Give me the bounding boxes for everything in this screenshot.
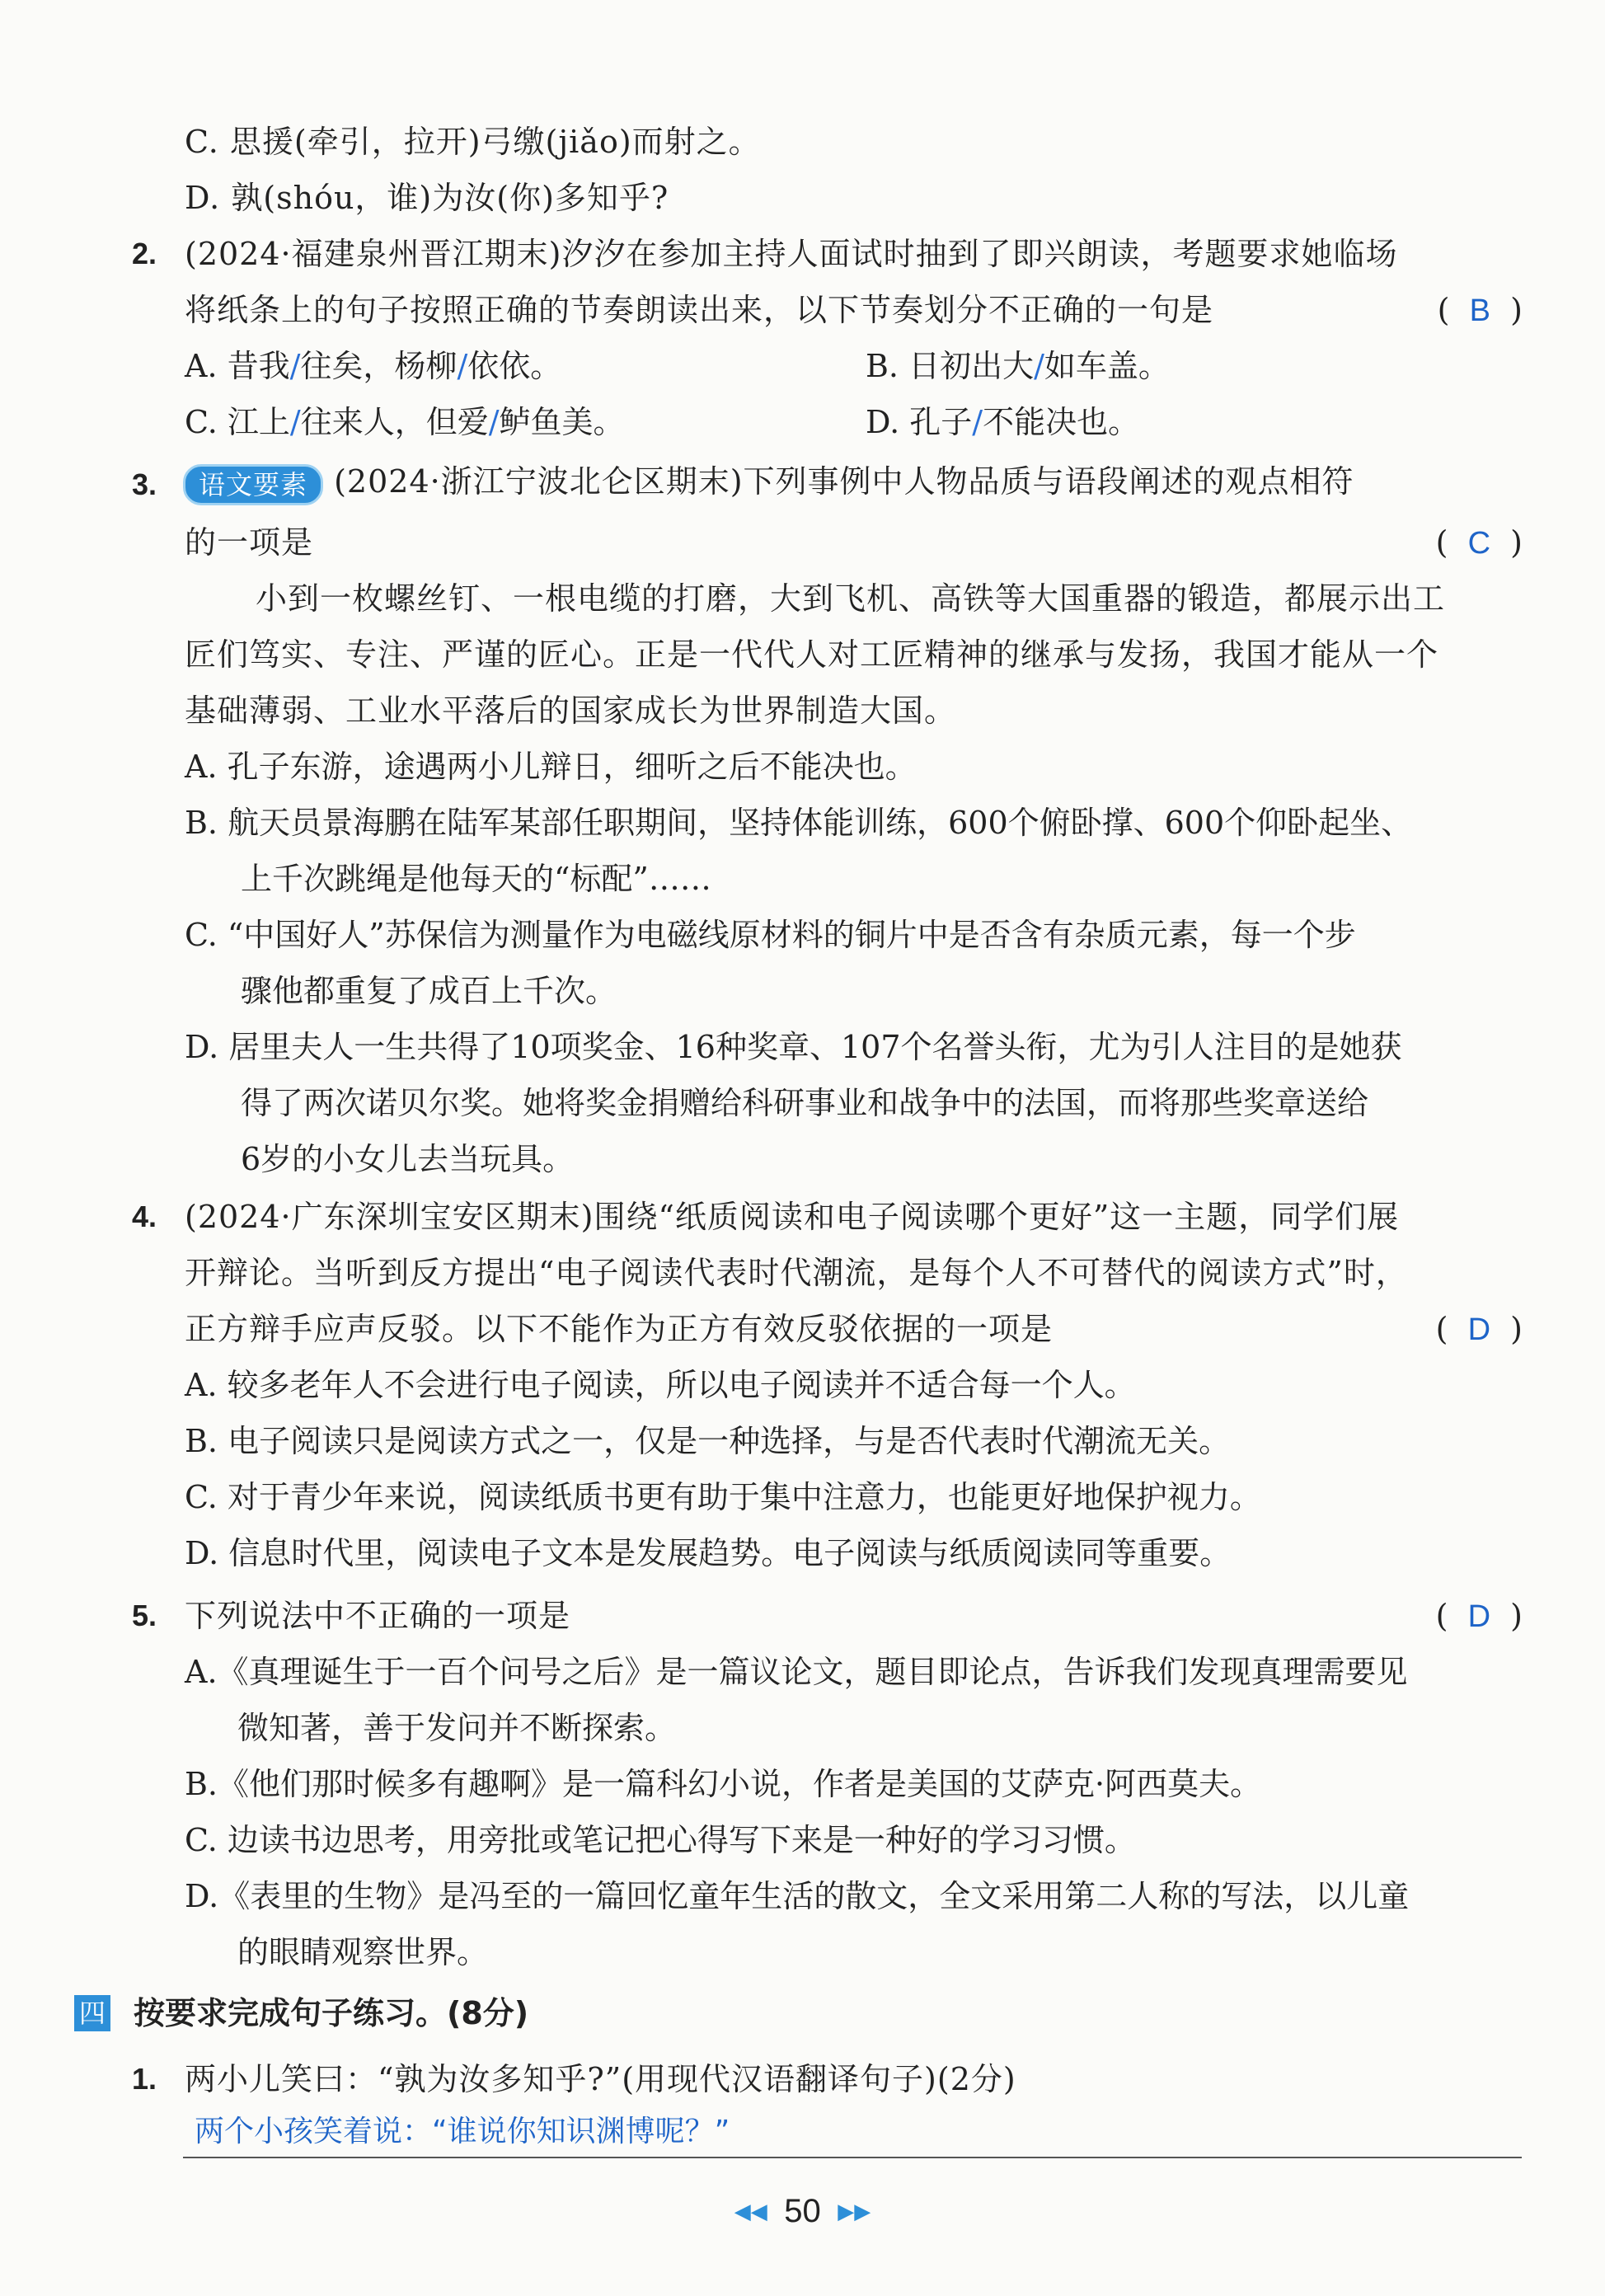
passage-text: 匠们笃实、专注、严谨的匠心。正是一代代人对工匠精神的继承与发扬，我国才能从一个	[185, 636, 1439, 673]
option-b: B.《他们那时候多有趣啊》是一篇科幻小说，作者是美国的艾萨克·阿西莫夫。	[185, 1766, 1262, 1802]
option-b: B. 电子阅读只是阅读方式之一，仅是一种选择，与是否代表时代潮流无关。	[185, 1423, 1231, 1459]
option-a: A. 昔我/往矣，杨柳/依依。	[185, 348, 562, 384]
answer-letter: D	[1467, 1599, 1491, 1634]
option-a: A. 较多老年人不会进行电子阅读，所以电子阅读并不适合每一个人。	[185, 1367, 1136, 1403]
option-d: D.《表里的生物》是冯至的一篇回忆童年生活的散文，全文采用第二人称的写法，以儿童	[185, 1878, 1410, 1914]
question-number: 1.	[132, 2062, 157, 2096]
question-number: 2.	[132, 237, 157, 270]
option-d: D. 信息时代里，阅读电子文本是发展趋势。电子阅读与纸质阅读同等重要。	[185, 1535, 1232, 1571]
next-page-arrows-icon: ▶▶	[838, 2199, 871, 2223]
option-b: B. 航天员景海鹏在陆军某部任职期间，坚持体能训练，600个俯卧撑、600个仰卧起坐、	[185, 805, 1413, 841]
answer-underline	[183, 2157, 1522, 2158]
passage-text: 小到一枚螺丝钉、一根电缆的打磨，大到飞机、高铁等大国重器的锻造，都展示出工	[256, 580, 1446, 617]
option-c: C. “中国好人”苏保信为测量作为电磁线原材料的铜片中是否含有杂质元素，每一个步	[185, 917, 1356, 953]
question-stem: (2024·广东深圳宝安区期末)围绕“纸质阅读和电子阅读哪个更好”这一主题，同学们展	[185, 1199, 1400, 1235]
question-number: 4.	[132, 1200, 157, 1233]
question-stem: 的一项是	[185, 524, 314, 561]
question-stem: 开辩论。当听到反方提出“电子阅读代表时代潮流，是每个人不可替代的阅读方式”时，	[185, 1255, 1408, 1291]
page-footer	[0, 2193, 1605, 2230]
question-stem: (2024·福建泉州晋江期末)汐汐在参加主持人面试时抽到了即兴朗读，考题要求她临场	[185, 236, 1398, 272]
question-stem: 语文要素 (2024·浙江宁波北仑区期末)下列事例中人物品质与语段阐述的观点相符	[183, 460, 1354, 505]
answer-letter: D	[1467, 1312, 1491, 1347]
option-a: A.《真理诞生于一百个问号之后》是一篇议论文，题目即论点，告诉我们发现真理需要见	[185, 1654, 1408, 1690]
question-stem: 将纸条上的句子按照正确的节奏朗读出来，以下节奏划分不正确的一句是	[185, 292, 1214, 328]
section-number-box: 四	[74, 1995, 110, 2031]
option-a: A. 孔子东游，途遇两小儿辩日，细听之后不能决也。	[185, 749, 917, 785]
answer-bracket: ( D )	[1435, 1598, 1523, 1634]
question-stem: 下列说法中不正确的一项是	[185, 1598, 571, 1634]
option-d-cont: 6岁的小女儿去当玩具。	[241, 1141, 575, 1177]
answer-bracket: ( C )	[1435, 524, 1523, 561]
option-d: D. 居里夫人一生共得了10项奖金、16种奖章、107个名誉头衔，尤为引人注目的是她获	[185, 1029, 1402, 1065]
answer-letter: C	[1467, 526, 1491, 561]
question-stem: 正方辩手应声反驳。以下不能作为正方有效反驳依据的一项是	[185, 1311, 1054, 1347]
handwritten-answer: 两个小孩笑着说：“谁说你知识渊博呢？”	[195, 2115, 730, 2148]
prev-option-c: C. 思援(牵引，拉开)弓缴(jiǎo)而射之。	[185, 124, 761, 160]
option-c-cont: 骤他都重复了成百上千次。	[241, 973, 617, 1009]
page-number: 50	[784, 2193, 821, 2229]
option-a-cont: 微知著，善于发问并不断探索。	[237, 1710, 677, 1746]
answer-letter: B	[1469, 293, 1491, 328]
question-number: 3.	[132, 467, 157, 501]
answer-bracket: ( D )	[1435, 1311, 1523, 1347]
option-c: C. 对于青少年来说，阅读纸质书更有助于集中注意力，也能更好地保护视力。	[185, 1479, 1261, 1515]
passage-text: 基础薄弱、工业水平落后的国家成长为世界制造大国。	[185, 693, 957, 729]
option-b-cont: 上千次跳绳是他每天的“标配”……	[241, 861, 711, 897]
answer-bracket: ( B )	[1437, 292, 1523, 328]
option-c: C. 边读书边思考，用旁批或笔记把心得写下来是一种好的学习习惯。	[185, 1822, 1136, 1858]
option-b: B. 日初出大/如车盖。	[866, 348, 1170, 384]
section-title: 按要求完成句子练习。(8分)	[134, 1995, 529, 2031]
option-d-cont: 的眼睛观察世界。	[237, 1934, 489, 1970]
chinese-elements-tag: 语文要素	[183, 464, 323, 505]
question-number: 5.	[132, 1599, 157, 1632]
option-d: D. 孔子/不能决也。	[866, 404, 1140, 440]
prev-option-d: D. 孰(shóu，谁)为汝(你)多知乎?	[185, 180, 669, 216]
question-stem: 两小儿笑曰：“孰为汝多知乎?”(用现代汉语翻译句子)(2分)	[185, 2061, 1016, 2097]
prev-page-arrows-icon: ◀◀	[734, 2199, 767, 2223]
option-c: C. 江上/往来人，但爱/鲈鱼美。	[185, 404, 625, 440]
option-d-cont: 得了两次诺贝尔奖。她将奖金捐赠给科研事业和战争中的法国，而将那些奖章送给	[241, 1085, 1369, 1121]
